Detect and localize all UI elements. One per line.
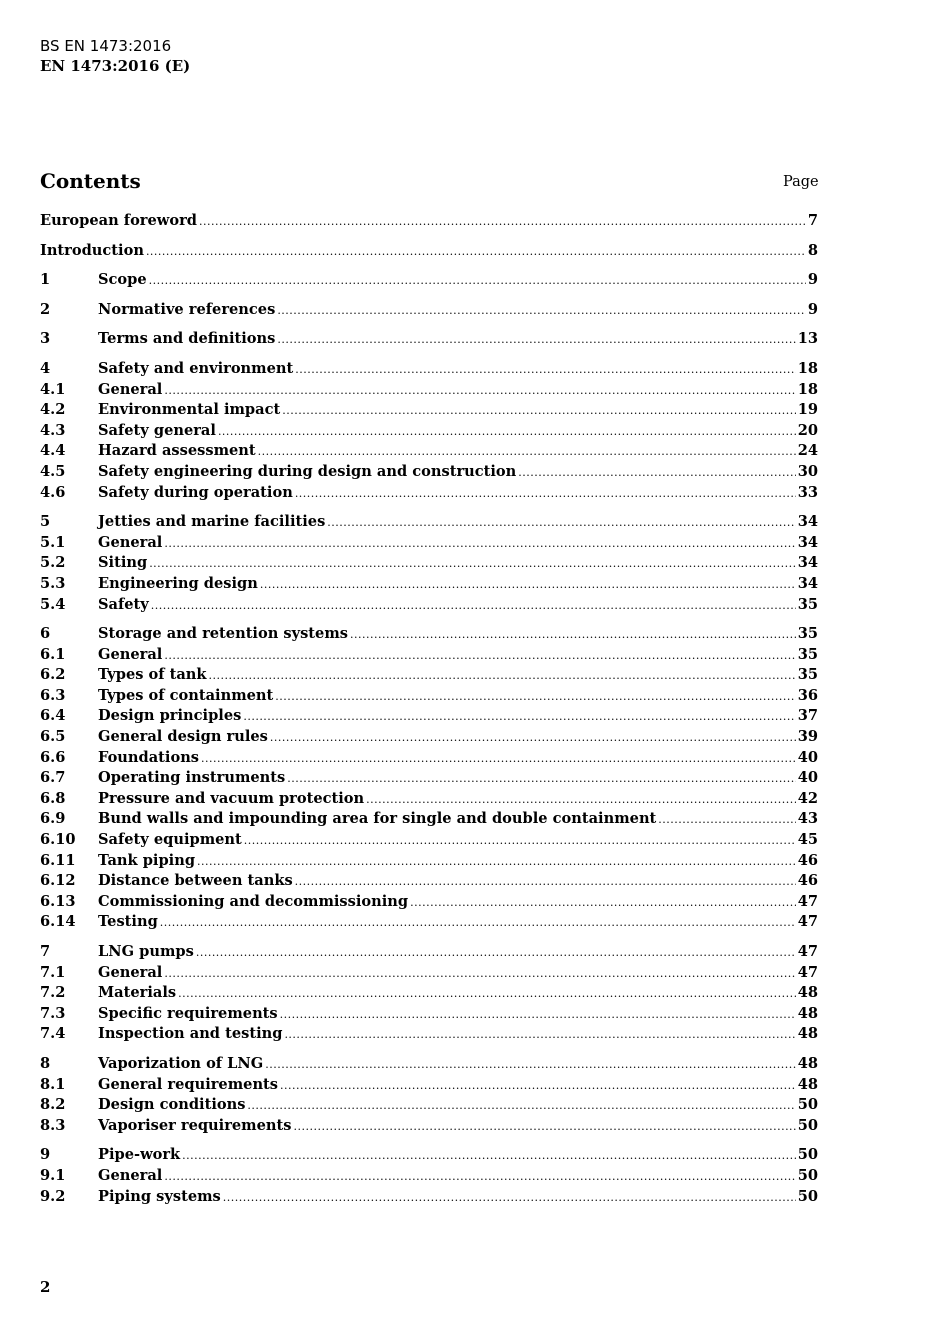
toc-entry-number: 7: [40, 943, 51, 960]
toc-entry-title: General: [98, 963, 163, 981]
toc-entry[interactable]: [40, 1096, 818, 1117]
dot-leader: [284, 1028, 795, 1041]
toc-entry-number: 6.11: [40, 851, 76, 869]
standard-id: BS EN 1473:2016: [40, 37, 172, 55]
toc-entry-title: European foreword: [40, 212, 197, 229]
toc-entry-page: 45: [797, 831, 818, 849]
toc-entry-title: Safety general: [98, 421, 216, 439]
toc-entry-page: 50: [797, 1096, 818, 1114]
toc-entry[interactable]: [40, 554, 818, 575]
toc-entry-page: 50: [797, 1146, 818, 1164]
toc-entry-number: 6.14: [40, 913, 76, 931]
toc-entry[interactable]: [40, 1188, 818, 1209]
toc-entry[interactable]: [40, 964, 818, 985]
toc-entry[interactable]: [40, 893, 818, 914]
toc-entry-number: 9.1: [40, 1166, 66, 1184]
toc-entry-title: Testing: [98, 913, 158, 931]
toc-entry[interactable]: [40, 687, 818, 708]
toc-entry[interactable]: [40, 646, 818, 667]
toc-entry[interactable]: [40, 463, 818, 484]
dot-leader: [265, 1058, 795, 1071]
toc-entry-page: 40: [797, 769, 818, 787]
toc-entry[interactable]: [40, 242, 818, 263]
dot-leader: [178, 987, 796, 1000]
toc-entry-number: 6: [40, 625, 51, 643]
dot-leader: [209, 669, 796, 682]
dot-leader: [160, 916, 796, 929]
toc-entry-page: 20: [797, 421, 818, 439]
toc-section: [40, 1146, 818, 1208]
toc-entry-title: General: [98, 645, 163, 663]
toc-entry-number: 4.3: [40, 421, 66, 439]
toc-entry-page: 48: [797, 1054, 818, 1072]
toc-entry-page: 8: [807, 241, 818, 259]
dot-leader: [270, 731, 796, 744]
toc-entry[interactable]: [40, 872, 818, 893]
toc-entry-title: Tank piping: [98, 851, 196, 869]
toc-entry-title: Foundations: [98, 748, 200, 766]
toc-entry-title: Commissioning and decommissioning: [98, 892, 409, 910]
dot-leader: [327, 516, 795, 529]
dot-leader: [244, 834, 796, 847]
toc-entry-title: General: [98, 533, 163, 551]
toc-entry-number: 1: [40, 271, 51, 289]
toc-entry-number: 9: [40, 1146, 51, 1164]
toc-entry-page: 50: [797, 1116, 818, 1134]
toc-entry-title: LNG pumps: [98, 943, 194, 960]
toc-entry-title: General: [98, 380, 163, 398]
dot-leader: [275, 690, 795, 703]
toc-entry-page: 48: [797, 984, 818, 1002]
toc-entry-title: Pipe-work: [98, 1146, 181, 1164]
toc-entry[interactable]: [40, 831, 818, 852]
toc-entry-number: 6.10: [40, 831, 76, 849]
toc-entry-number: 6.2: [40, 666, 66, 684]
toc-entry[interactable]: [40, 625, 818, 646]
toc-entry-number: 2: [40, 300, 51, 318]
toc-entry-page: 18: [797, 380, 818, 398]
toc-entry-title: Bund walls and impounding area for single and double containment: [98, 810, 657, 828]
toc-entry-title: Environmental impact: [98, 401, 281, 419]
toc-entry-page: 35: [797, 625, 818, 643]
toc-entry-page: 39: [797, 728, 818, 746]
toc-entry-page: 9: [807, 271, 818, 289]
toc-entry-title: Scope: [98, 271, 147, 289]
dot-leader: [280, 1008, 796, 1021]
dot-leader: [366, 793, 796, 806]
dot-leader: [280, 1079, 796, 1092]
toc-entry-number: 4.4: [40, 442, 66, 460]
toc-section: [40, 513, 818, 616]
toc-entry-page: 50: [797, 1166, 818, 1184]
dot-leader: [277, 304, 806, 317]
toc-entry-title: Inspection and testing: [98, 1025, 283, 1043]
toc-entry-page: 47: [797, 943, 818, 960]
toc-entry-number: 6.7: [40, 769, 66, 787]
toc-entry[interactable]: [40, 769, 818, 790]
dot-leader: [277, 333, 795, 346]
toc-entry-number: 6.6: [40, 748, 66, 766]
toc-entry[interactable]: [40, 513, 818, 534]
toc-entry[interactable]: [40, 1005, 818, 1026]
toc-entry-title: Hazard assessment: [98, 442, 256, 460]
toc-entry-page: 48: [797, 1075, 818, 1093]
page-number: 2: [40, 1278, 51, 1296]
toc-entry[interactable]: [40, 1076, 818, 1097]
toc-entry-number: 4.1: [40, 380, 66, 398]
toc-entry-page: 35: [797, 595, 818, 613]
toc-entry-page: 18: [797, 359, 818, 377]
toc-entry-title: Introduction: [40, 241, 144, 259]
toc-entry-number: 5.4: [40, 595, 66, 613]
toc-entry-number: 4.5: [40, 462, 66, 480]
toc-entry-title: Design principles: [98, 707, 242, 725]
dot-leader: [258, 445, 796, 458]
dot-leader: [518, 466, 795, 479]
dot-leader: [164, 537, 795, 550]
toc-entry-page: 34: [797, 533, 818, 551]
dot-leader: [295, 363, 795, 376]
standard-id-en: EN 1473:2016 (E): [40, 57, 191, 75]
toc-entry-page: 7: [807, 212, 818, 229]
toc-entry-title: General requirements: [98, 1075, 279, 1093]
dot-leader: [151, 599, 796, 612]
toc-entry-title: Materials: [98, 984, 177, 1002]
dot-leader: [164, 384, 795, 397]
toc-entry[interactable]: [40, 810, 818, 831]
toc-entry-title: Safety equipment: [98, 831, 242, 849]
toc-entry-number: 7.4: [40, 1025, 66, 1043]
toc-entry-page: 13: [797, 330, 818, 348]
toc-entry[interactable]: [40, 943, 818, 964]
toc-entry-title: Specific requirements: [98, 1004, 278, 1022]
toc-section: [40, 242, 818, 263]
dot-leader: [295, 875, 796, 888]
toc-entry-title: General: [98, 1166, 163, 1184]
toc-entry-number: 3: [40, 330, 51, 348]
toc-entry[interactable]: [40, 790, 818, 811]
dot-leader: [199, 215, 806, 228]
toc-entry[interactable]: [40, 1117, 818, 1138]
dot-leader: [350, 628, 796, 641]
toc-entry-title: Design conditions: [98, 1096, 246, 1114]
toc-entry-page: 48: [797, 1004, 818, 1022]
toc-entry-title: Vaporiser requirements: [98, 1116, 292, 1134]
toc-entry[interactable]: [40, 212, 818, 233]
toc-entry-title: Storage and retention systems: [98, 625, 348, 643]
page-column-label: Page: [783, 174, 819, 190]
toc-entry[interactable]: [40, 534, 818, 555]
toc-section: [40, 625, 818, 934]
toc-entry[interactable]: [40, 330, 818, 351]
toc-entry-title: Distance between tanks: [98, 872, 293, 890]
dot-leader: [410, 896, 796, 909]
toc-entry-number: 4: [40, 359, 51, 377]
toc-entry-page: 19: [797, 401, 818, 419]
toc-entry-title: Vaporization of LNG: [98, 1054, 264, 1072]
dot-leader: [282, 404, 795, 417]
toc-entry-page: 50: [797, 1187, 818, 1205]
toc-entry-page: 34: [797, 574, 818, 592]
table-of-contents: [40, 212, 818, 1217]
toc-entry-number: 9.2: [40, 1187, 66, 1205]
dot-leader: [164, 1170, 795, 1183]
toc-entry-number: 6.13: [40, 892, 76, 910]
dot-leader: [260, 578, 796, 591]
toc-entry[interactable]: [40, 271, 818, 292]
toc-entry-title: Engineering design: [98, 574, 258, 592]
toc-entry-page: 9: [807, 300, 818, 318]
toc-entry-page: 24: [797, 442, 818, 460]
toc-entry-page: 33: [797, 483, 818, 501]
dot-leader: [218, 425, 796, 438]
toc-entry-number: 7.2: [40, 984, 66, 1002]
toc-entry[interactable]: [40, 852, 818, 873]
dot-leader: [149, 557, 796, 570]
toc-entry[interactable]: [40, 913, 818, 934]
toc-entry[interactable]: [40, 575, 818, 596]
toc-entry-page: 36: [797, 686, 818, 704]
contents-title: Contents: [40, 169, 141, 193]
toc-entry-title: Terms and definitions: [98, 330, 276, 348]
toc-entry-page: 46: [797, 872, 818, 890]
toc-entry-page: 34: [797, 513, 818, 531]
toc-entry[interactable]: [40, 442, 818, 463]
dot-leader: [197, 855, 796, 868]
toc-entry-page: 37: [797, 707, 818, 725]
toc-section: [40, 301, 818, 322]
toc-entry-title: Types of tank: [98, 666, 207, 684]
toc-entry-title: Jetties and marine facilities: [98, 513, 326, 531]
toc-entry-title: Safety during operation: [98, 483, 293, 501]
toc-entry-number: 7.1: [40, 963, 66, 981]
toc-entry[interactable]: [40, 1025, 818, 1046]
toc-entry[interactable]: [40, 749, 818, 770]
toc-section: [40, 212, 818, 233]
dot-leader: [182, 1149, 796, 1162]
toc-entry-page: 48: [797, 1025, 818, 1043]
toc-entry[interactable]: [40, 1146, 818, 1167]
toc-entry-number: 8.2: [40, 1096, 66, 1114]
dot-leader: [243, 710, 795, 723]
dot-leader: [295, 487, 796, 500]
toc-entry-number: 5.1: [40, 533, 66, 551]
dot-leader: [146, 245, 806, 258]
toc-section: [40, 360, 818, 504]
dot-leader: [247, 1099, 795, 1112]
toc-entry[interactable]: [40, 728, 818, 749]
dot-leader: [658, 813, 795, 826]
toc-entry-page: 46: [797, 851, 818, 869]
toc-entry-page: 47: [797, 913, 818, 931]
toc-entry[interactable]: [40, 381, 818, 402]
toc-entry-title: General design rules: [98, 728, 268, 746]
toc-entry[interactable]: [40, 360, 818, 381]
toc-entry-number: 6.12: [40, 872, 76, 890]
toc-entry-title: Safety engineering during design and construction: [98, 462, 517, 480]
toc-entry-page: 47: [797, 892, 818, 910]
toc-entry-page: 35: [797, 645, 818, 663]
toc-entry-page: 35: [797, 666, 818, 684]
toc-entry[interactable]: [40, 984, 818, 1005]
toc-entry[interactable]: [40, 1055, 818, 1076]
toc-entry-number: 5: [40, 513, 51, 531]
toc-section: [40, 1055, 818, 1137]
dot-leader: [223, 1191, 796, 1204]
toc-entry-number: 5.2: [40, 554, 66, 572]
toc-entry-number: 4.2: [40, 401, 66, 419]
toc-entry-number: 8: [40, 1054, 51, 1072]
toc-entry-title: Pressure and vacuum protection: [98, 789, 365, 807]
toc-entry-title: Piping systems: [98, 1187, 221, 1205]
toc-entry-number: 7.3: [40, 1004, 66, 1022]
toc-section: [40, 330, 818, 351]
toc-entry[interactable]: [40, 484, 818, 505]
toc-entry[interactable]: [40, 666, 818, 687]
toc-entry-page: 30: [797, 462, 818, 480]
dot-leader: [164, 967, 795, 980]
toc-entry-number: 6.1: [40, 645, 66, 663]
toc-entry[interactable]: [40, 401, 818, 422]
toc-entry-title: Normative references: [98, 300, 276, 318]
toc-entry[interactable]: [40, 301, 818, 322]
toc-entry-number: 8.1: [40, 1075, 66, 1093]
toc-entry-title: Operating instruments: [98, 769, 286, 787]
toc-entry-title: Safety: [98, 595, 149, 613]
dot-leader: [293, 1120, 795, 1133]
dot-leader: [196, 946, 796, 959]
toc-entry-number: 6.8: [40, 789, 66, 807]
toc-entry-number: 5.3: [40, 574, 66, 592]
toc-entry-number: 8.3: [40, 1116, 66, 1134]
dot-leader: [164, 649, 795, 662]
toc-entry-page: 34: [797, 554, 818, 572]
toc-entry-page: 43: [797, 810, 818, 828]
toc-entry-page: 40: [797, 748, 818, 766]
toc-entry-page: 47: [797, 963, 818, 981]
toc-entry-number: 4.6: [40, 483, 66, 501]
toc-entry-title: Types of containment: [98, 686, 274, 704]
dot-leader: [149, 274, 806, 287]
toc-entry[interactable]: [40, 1167, 818, 1188]
toc-entry-number: 6.5: [40, 728, 66, 746]
dot-leader: [287, 772, 795, 785]
toc-entry-title: Safety and environment: [98, 359, 294, 377]
toc-entry-number: 6.9: [40, 810, 66, 828]
toc-entry-number: 6.4: [40, 707, 66, 725]
toc-section: [40, 943, 818, 1046]
dot-leader: [201, 752, 796, 765]
document-header: [40, 36, 190, 76]
toc-entry[interactable]: [40, 422, 818, 443]
toc-entry-page: 42: [797, 789, 818, 807]
toc-entry[interactable]: [40, 596, 818, 617]
toc-section: [40, 271, 818, 292]
toc-entry[interactable]: [40, 707, 818, 728]
toc-entry-title: Siting: [98, 554, 148, 572]
toc-entry-number: 6.3: [40, 686, 66, 704]
